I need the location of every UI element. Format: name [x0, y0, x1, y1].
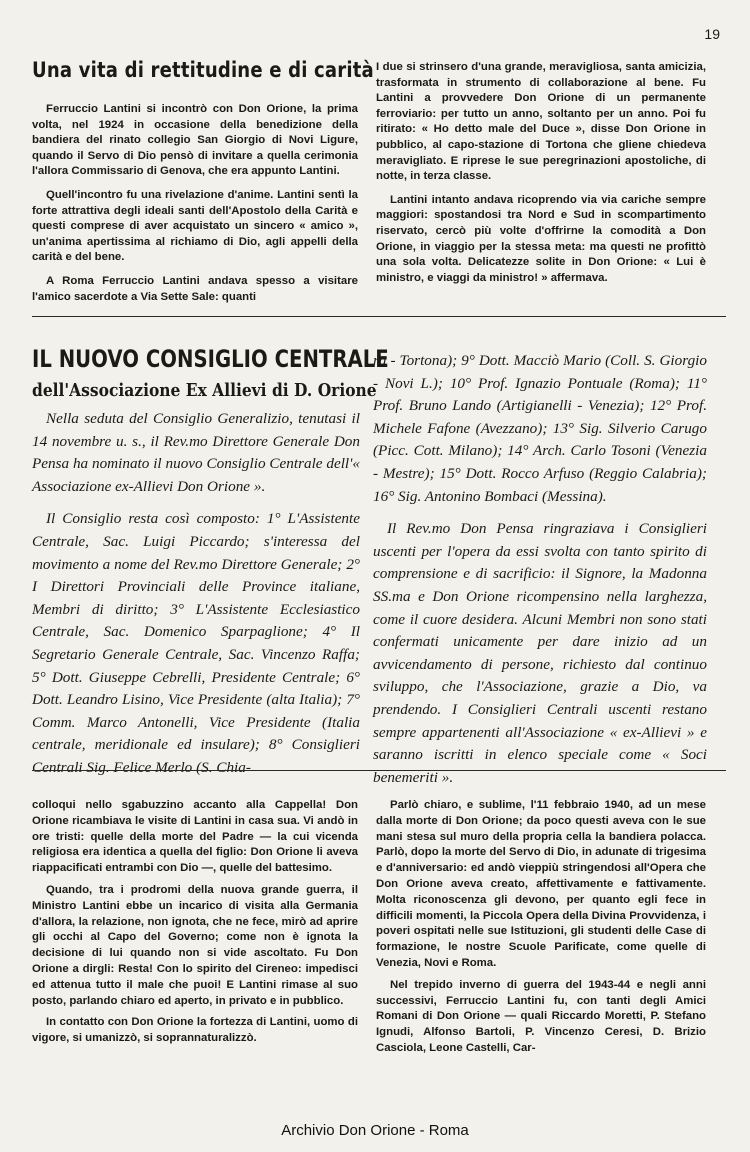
paragraph: Ferruccio Lantini si incontrò con Don Orione, la prima volta, nel 1924 in occasione della benedizione della bandiera del rinato collegio San Giorgio di Novi Ligure, quando il Servo di Dio pensò di invitare a quella cerimonia l'allora Commissario di Genova, che era appunto Lantini.: [32, 103, 358, 178]
article-left-column: [32, 798, 358, 1053]
paragraph: In contatto con Don Orione la fortezza di Lantini, uomo di vigore, si umanizzò, si soprannaturalizzò.: [32, 1016, 358, 1045]
paragraph: Il Consiglio resta così composto: 1° L'Assistente Centrale, Sac. Luigi Piccardo; s'interessa del movimento a nome del Rev.mo Direttore Generale; 2° I Direttori Provinciali delle Province italiane, Membri di diritto; 3° L'Assistente Ecclesiastico Centrale, Sac. Domenico Sparpaglione; 4° Il Segretario Generale Centrale, Sac. Vincenzo Raffa; 5° Dott. Giuseppe Cebrelli, Presidente Centrale; 6° Dott. Leandro Lisino, Vice Presidente (alta Italia); 7° Comm. Marco Antonelli, Vice Presidente (Italia centrale, meridionale ed insulare); 8° Consiglieri Centrali Sig. Felice Merlo (S. Chia-: [32, 510, 360, 776]
paragraph: Nel trepido inverno di guerra del 1943-44 e negli anni successivi, Ferruccio Lantini fu, con tanti degli Amici Romani di Don Orione — quali Riccardo Moretti, P. Stefano Ignudi, Alfonso Bartoli, P. Vincenzo Ceresi, D. Brizio Casciola, Leone Castelli, Car-: [376, 978, 706, 1054]
paragraph: A Roma Ferruccio Lantini andava spesso a visitare l'amico sacerdote a Via Sette Sale: quanti: [32, 274, 358, 303]
paragraph: Quell'incontro fu una rivelazione d'anime. Lantini sentì la forte attrattiva degli ideali santi dell'Apostolo della Carità e questi comprese di aver acquistato un sincero « amico », un'anima apertissima al richiamo di Dio, agli appelli della carità e del bene.: [32, 188, 358, 264]
paragraph: Il Rev.mo Don Pensa ringraziava i Consiglieri uscenti per l'opera da essi svolta con tanto spirito di comprensione e di sacrificio: il Signore, la Madonna SS.ma e Don Orione ricompensino nella larghezza, come il cuore desidera. Alcuni Membri non sono stati confermati unicamente per dare inizio ad un avvicendamento di persone, richiesto dal continuo sviluppo, che l'Associazione, grazie a Dio, va prendendo. I Consiglieri Centrali uscenti restano sempre appartenenti all'Associazione « ex-Allievi » e saranno iscritti in elenco speciale come « Soci benemeriti ».: [373, 520, 707, 786]
article-right-column: [376, 798, 706, 1063]
article-title: IL NUOVO CONSIGLIO CENTRALE: [32, 345, 389, 373]
paragraph: colloqui nello sgabuzzino accanto alla Cappella! Don Orione ricambiava le visite di Lantini in casa sua. Vi andò in ore tristi: quelle della morte del Padre — la cui vicenda religiosa era identica a quella del figlio: Don Orione li aveva riappacificati entrambi con Dio —, quelle del battesimo.: [32, 799, 358, 875]
paragraph: ra - Tortona); 9° Dott. Macciò Mario (Coll. S. Giorgio - Novi L.); 10° Prof. Ignazio Pontuale (Roma); 11° Prof. Bruno Lando (Artigianelli - Venezia); 12° Prof. Michele Fafone (Avezzano); 13° Sig. Silverio Carugo (Picc. Cott. Milano); 14° Arch. Carlo Tosoni (Venezia - Mestre); 15° Dott. Rocco Arfuso (Reggio Calabria); 16° Sig. Antonino Bombaci (Messina).: [373, 352, 707, 505]
section-divider: [32, 770, 726, 771]
paragraph: Nella seduta del Consiglio Generalizio, tenutasi il 14 novembre u. s., il Rev.mo Direttore Generale Don Pensa ha nominato il nuovo Consiglio Centrale dell'« Associazione ex-Allievi Don Orione ».: [32, 410, 360, 495]
section-divider: [32, 316, 726, 317]
article-subtitle: dell'Associazione Ex Allievi di D. Orione: [32, 380, 377, 401]
article-right-column: [373, 350, 707, 799]
article-left-column: [32, 102, 358, 313]
article-right-column: [376, 60, 706, 294]
paragraph: I due si strinsero d'una grande, meravigliosa, santa amicizia, trasformata in strumento di collaborazione al bene. Fu Lantini a provvedere Don Orione di un permanente ferroviario: per tutto un anno, soltanto per un anno. Poi fu ritirato: « Ho detto male del Duce », disse Don Orione in pubblico, al capo-stazione di Tortona che gliene chiedeva meravigliato. E riprese le sue peregrinazioni apostoliche, di notte, in terza classe.: [376, 61, 706, 183]
paragraph: Lantini intanto andava ricoprendo via via cariche sempre maggiori: spostandosi tra Nord e Sud in scompartimento riservato, cercò più volte d'offrirne la comodità a Don Orione, in viaggio per la stessa meta: ma questi ne profittò una sola volta. Delicatezze solite in Don Orione: « Lui è ministro, e viaggi da ministro! » affermava.: [376, 193, 706, 284]
article-left-column: [32, 408, 360, 790]
article-title: Una vita di rettitudine e di carità: [32, 58, 374, 82]
paragraph: Quando, tra i prodromi della nuova grande guerra, il Ministro Lantini ebbe un incarico di visita alla Germania d'allora, la relazione, non ignota, che ne fece, mirò ad aprire gli occhi al Capo del Governo; come non è ignota la decisione di lui quando non si vide ascoltato. Fu Don Orione a dirgli: Resta! Con lo spirito del Cireneo: impedisci ed attenua tutto il male che puoi! E Lantini rimase al suo posto, parlando chiaro ed aperto, in privato e in pubblico.: [32, 883, 358, 1007]
archive-footer: Archivio Don Orione - Roma: [281, 1122, 469, 1139]
page-number: 19: [704, 26, 720, 42]
paragraph: Parlò chiaro, e sublime, l'11 febbraio 1940, ad un mese dalla morte di Don Orione; da poco questi aveva con le sue mani stesa sul muro della propria cella la bandiera polacca. Parlò, dopo la morte del Servo di Dio, in adunate di trigesima e d'anniversario: ed andò vieppiù stringendosi all'Opera che Don Orione aveva creato, affettivamente e fattivamente. Molta riconoscenza gli devono, per quanto egli fece in difficili momenti, la Piccola Opera della Divina Provvidenza, i poveri ospitati nelle sue Istituzioni, gli studenti delle Case di formazione, le nostre Scuole Parificate, come quelle di Venezia, Novi e Roma.: [376, 799, 706, 969]
